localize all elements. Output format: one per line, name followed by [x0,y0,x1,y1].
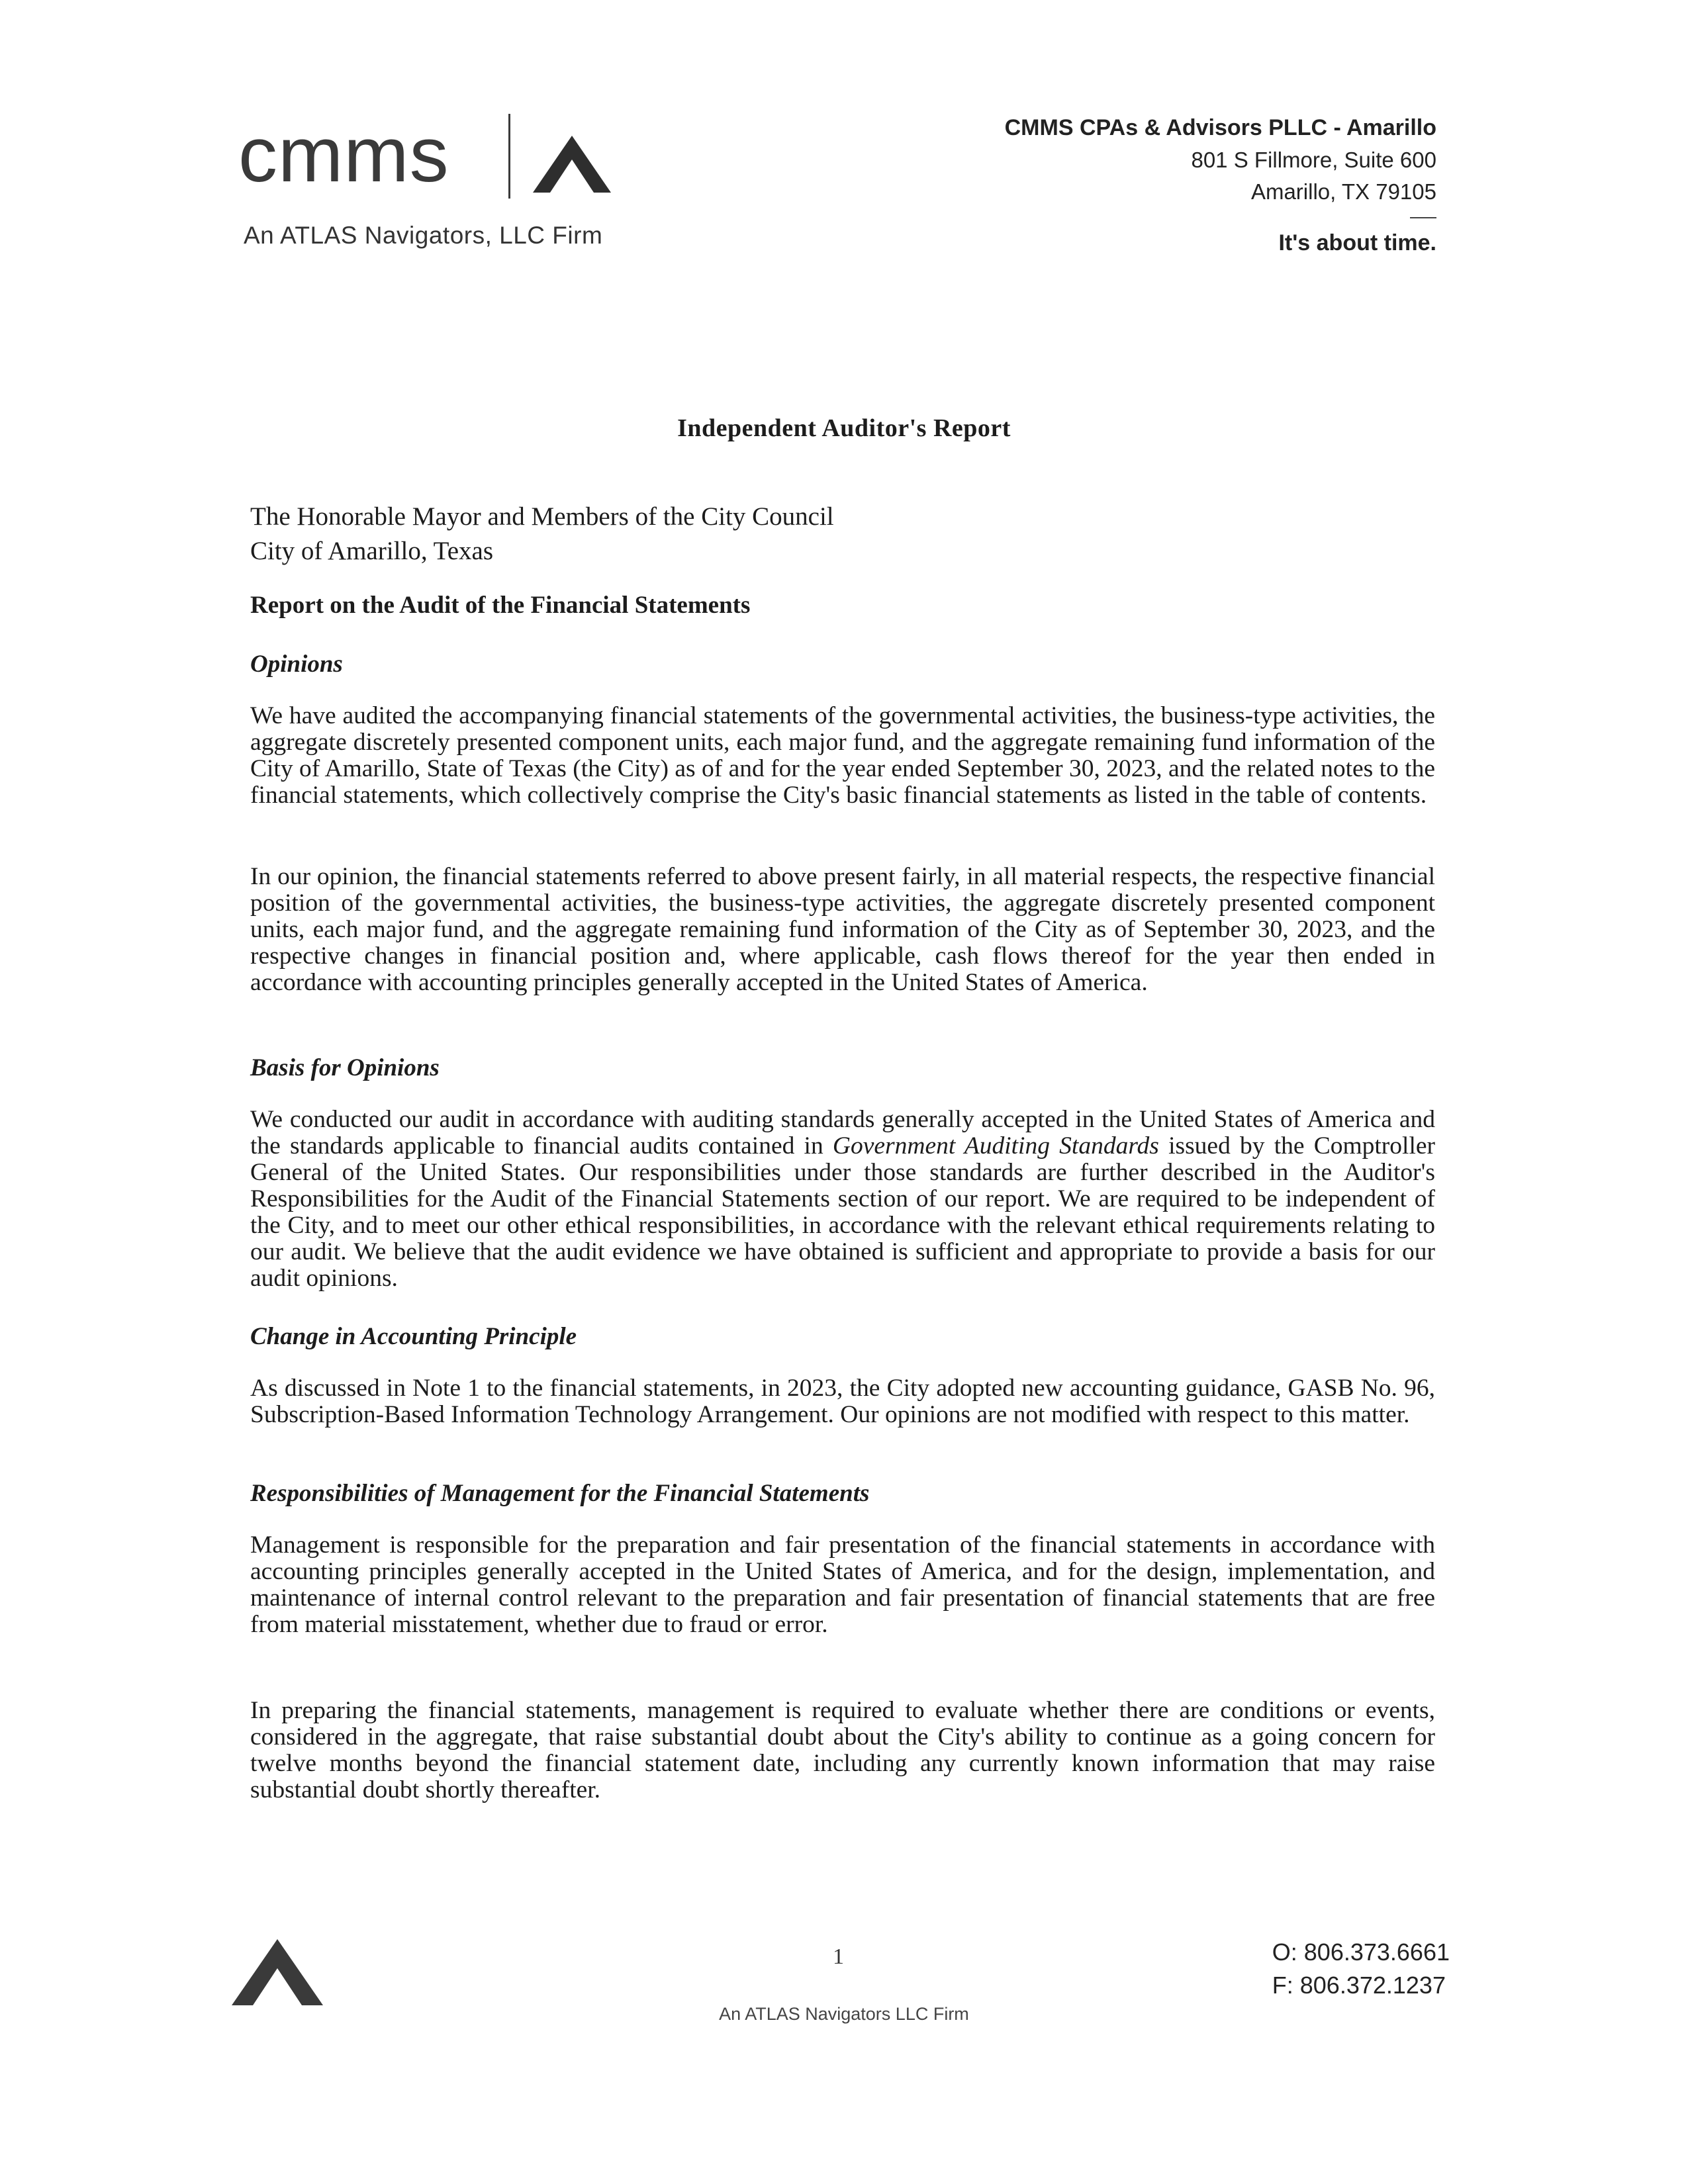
report-title: Independent Auditor's Report [677,414,1011,442]
firm-address-line1: 801 S Fillmore, Suite 600 [1191,148,1436,172]
tagline-rule [1410,217,1436,218]
firm-name: CMMS CPAs & Advisors PLLC - Amarillo [1004,115,1436,140]
basis-text-a: We conducted our audit in accordance with auditing standards generally accepted in the United States of America and the standards applicable to financial audits contained in [250,1106,1435,1160]
basis-heading: Basis for Opinions [250,1054,440,1081]
firm-address-block [1005,111,1436,257]
logo-wordmark: cmms [238,111,449,199]
fax-number: F: 806.372.1237 [1272,1972,1446,1999]
logo-divider [508,114,510,199]
firm-address-line2: Amarillo, TX 79105 [1250,179,1436,204]
footer-atlas-logo-icon [232,1939,323,2005]
management-paragraph-2: In preparing the financial statements, management is required to evaluate whether there are conditions or events, considered in the aggregate, that raise substantial doubt about the City's ability to continue as a going concern for twelve months beyond the financial statement date, including any currently known information that may raise substantial doubt shortly thereafter. [250,1697,1435,1803]
management-paragraph-1: Management is responsible for the preparation and fair presentation of the financial statements in accordance with accounting principles generally accepted in the United States of America, and for the design, implementation, and maintenance of internal control relevant to the preparation and fair presentation of financial statements that are free from material misstatement, whether due to fraud or error. [250,1531,1435,1638]
management-heading: Responsibilities of Management for the Financial Statements [250,1480,870,1507]
addressee-line1: The Honorable Mayor and Members of the City Council [250,502,834,531]
basis-paragraph [250,1107,1435,1292]
logo-subtitle: An ATLAS Navigators, LLC Firm [244,222,603,249]
addressee-line2: City of Amarillo, Texas [250,537,494,565]
page-number: 1 [833,1944,844,1969]
opinions-paragraph-1: We have audited the accompanying financial statements of the governmental activities, the business-type activities, the aggregate discretely presented component units, each major fund, and the aggregate remaining fund information of the City of Amarillo, State of Texas (the City) as of and for the year ended September 30, 2023, and the related notes to the financial statements, which collectively comprise the City's basic financial statements as listed in the table of contents. [250,702,1435,809]
tagline: It's about time. [1278,230,1436,255]
basis-text-b: issued by the Comptroller General of the United States. Our responsibilities under those standards are further described in the Auditor's Responsibilities for the Audit of the Financial Statements section of our report. We are required to be independent of the City, and to meet our other ethical responsibilities, in accordance with the relevant ethical requirements relating to our audit. We believe that the audit evidence we have obtained is sufficient and appropriate to provide a basis for our audit opinions. [250,1132,1436,1292]
footer-firm-line: An ATLAS Navigators LLC Firm [719,2004,969,2024]
basis-text-italic: Government Auditing Standards [832,1132,1159,1160]
section-heading: Report on the Audit of the Financial Statements [250,592,751,619]
opinions-paragraph-2: In our opinion, the financial statements referred to above present fairly, in all material respects, the respective financial position of the governmental activities, the business-type activities, the aggregate discretely presented component units, each major fund, and the aggregate remaining fund information of the City as of September 30, 2023, and the respective changes in financial position and, where applicable, cash flows thereof for the year then ended in accordance with accounting principles generally accepted in the United States of America. [250,863,1435,996]
addressee [250,500,1435,569]
opinions-heading: Opinions [250,651,343,678]
atlas-logo-icon [533,136,611,193]
footer-contact [1272,1936,1450,2002]
office-phone: O: 806.373.6661 [1272,1938,1450,1966]
change-paragraph: As discussed in Note 1 to the financial statements, in 2023, the City adopted new accounting guidance, GASB No. 96, Subscription-Based Information Technology Arrangement. Our opinions are not modified with respect to this matter. [250,1375,1435,1428]
change-heading: Change in Accounting Principle [250,1323,577,1350]
